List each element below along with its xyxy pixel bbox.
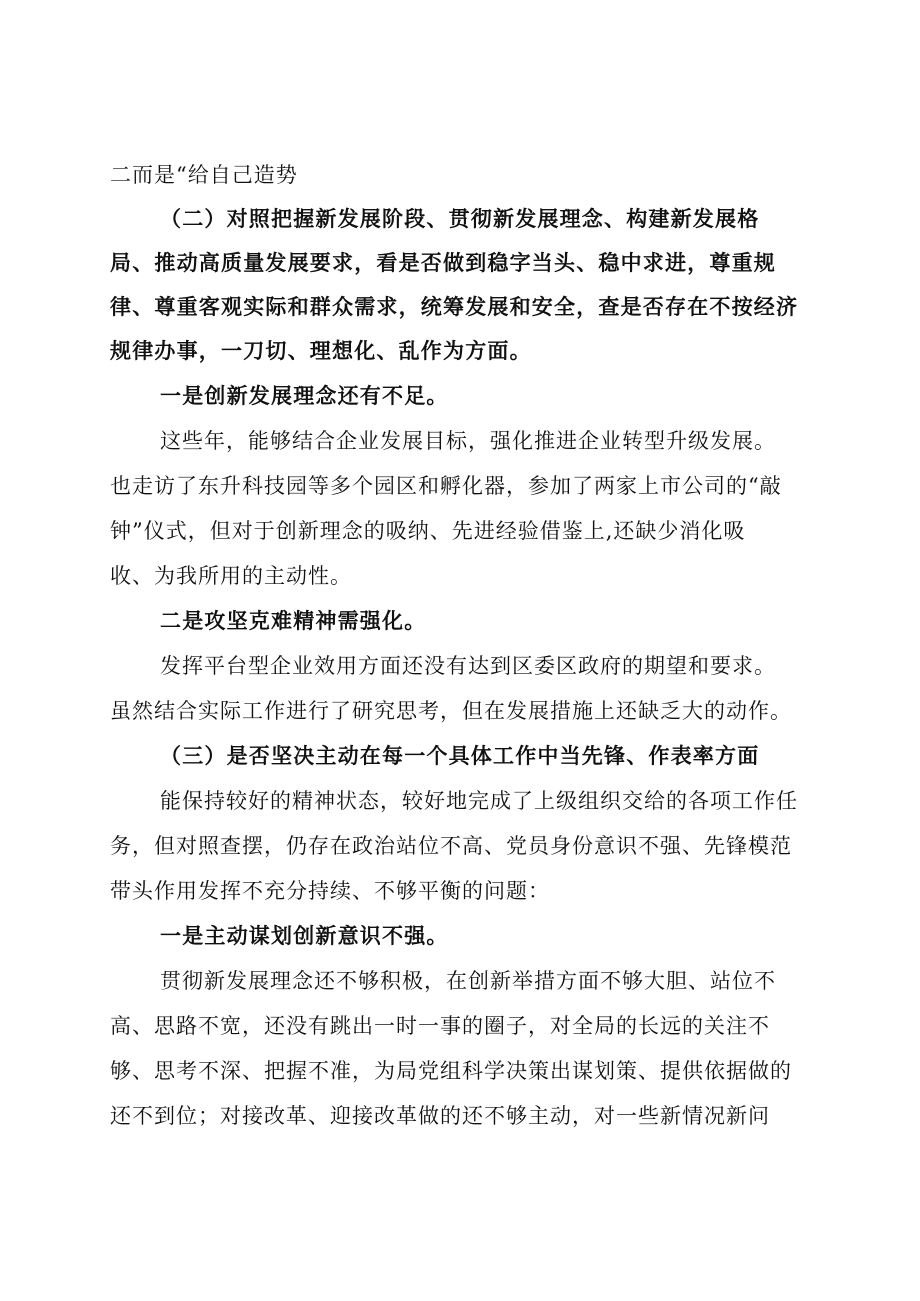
- paragraph-1-line-1: 这些年，能够结合企业发展目标，强化推进企业转型升级发展。: [160, 429, 776, 453]
- section-heading-3: （三）是否坚决主动在每一个具体工作中当先锋、作表率方面: [160, 744, 760, 768]
- section-heading-2-line-2: 局、推动高质量发展要求，看是否做到稳字当头、稳中求进，尊重规: [110, 251, 776, 275]
- paragraph-2-line-1: 发挥平台型企业效用方面还没有达到区委区政府的期望和要求。: [160, 654, 776, 678]
- paragraph-4-line-1: 贯彻新发展理念还不够积极，在创新举措方面不够大胆、站位不: [160, 969, 776, 993]
- paragraph-3-line-3: 带头作用发挥不充分持续、不够平衡的问题：: [110, 879, 550, 903]
- section-heading-2-line-4: 规律办事，一刀切、理想化、乱作为方面。: [110, 339, 532, 363]
- paragraph-4-line-4: 还不到位；对接改革、迎接改革做的还不够主动，对一些新情况新问: [110, 1104, 770, 1128]
- section-heading-2-line-3: 律、尊重客观实际和群众需求，统筹发展和安全，查是否存在不按经济: [110, 295, 799, 319]
- paragraph-4-line-3: 够、思考不深、把握不准，为局党组科学决策出谋划策、提供依据做的: [110, 1059, 792, 1083]
- paragraph-1-line-2: 也走访了东升科技园等多个园区和孵化器，参加了两家上市公司的“敲: [110, 474, 782, 498]
- subheading-innovation: 一是创新发展理念还有不足。: [160, 384, 449, 408]
- paragraph-1-line-4: 收、为我所用的主动性。: [110, 564, 352, 588]
- paragraph-3-line-2: 务，但对照查摆，仍存在政治站位不高、党员身份意识不强、先锋模范: [110, 834, 792, 858]
- paragraph-3-line-1: 能保持较好的精神状态，较好地完成了上级组织交给的各项工作任: [160, 789, 798, 813]
- paragraph-4-line-2: 高、思路不宽，还没有跳出一时一事的圈子，对全局的长远的关注不: [110, 1014, 770, 1038]
- section-heading-2-line-1: （二）对照把握新发展阶段、贯彻新发展理念、构建新发展格: [160, 207, 760, 231]
- subheading-tackle-difficulties: 二是攻坚克难精神需强化。: [160, 609, 427, 633]
- paragraph-2-line-2: 虽然结合实际工作进行了研究思考，但在发展措施上还缺乏大的动作。: [110, 699, 792, 723]
- paragraph-1-line-3: 钟”仪式，但对于创新理念的吸纳、先进经验借鉴上,还缺少消化吸: [110, 519, 746, 543]
- subheading-planning-innovation: 一是主动谋划创新意识不强。: [160, 924, 449, 948]
- text-line-continuation: 二而是“给自己造势: [110, 163, 298, 187]
